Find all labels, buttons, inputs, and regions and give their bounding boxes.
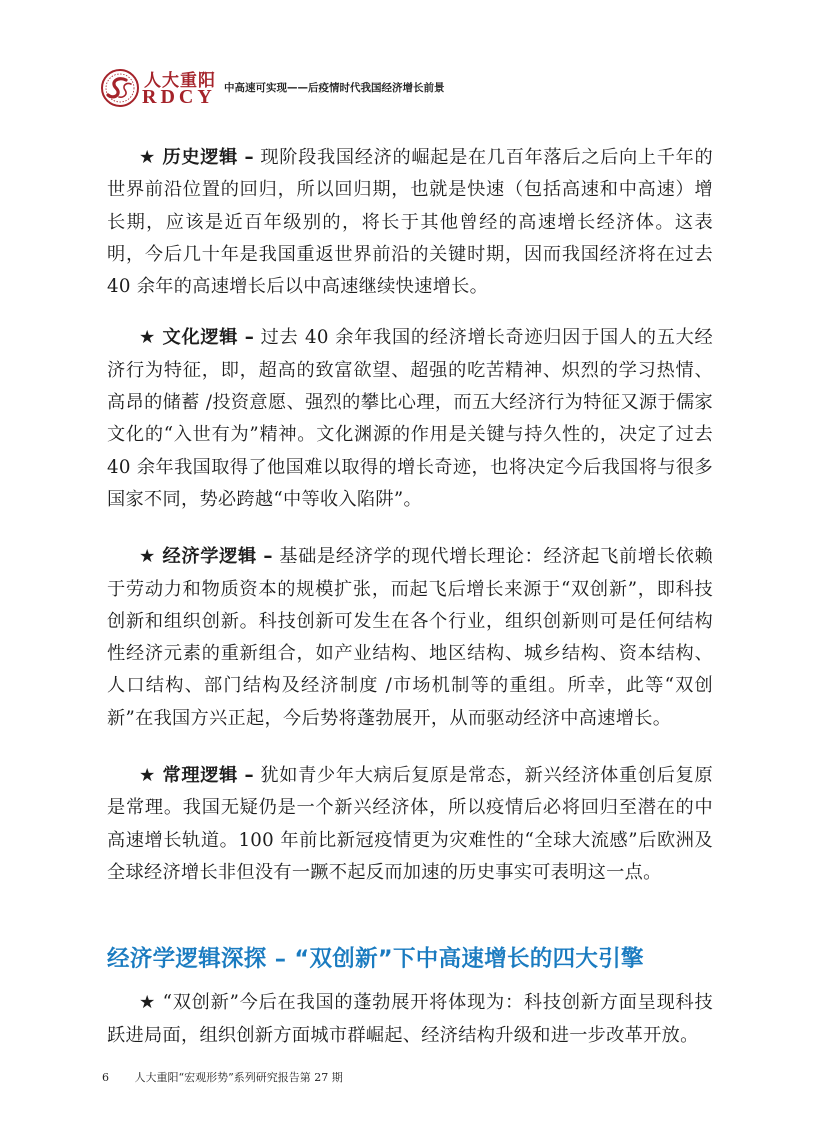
logo-chinese-name: 人大重阳 [144,71,216,91]
paragraph-common-sense-logic [107,760,713,889]
page-number: 6 [102,1071,109,1084]
paragraph-economics-logic [107,541,713,735]
star-bullet-icon: ★ [139,765,156,787]
rdcy-emblem-icon [100,68,140,108]
main-content [107,142,713,1077]
paragraph-text: 基础是经济学的现代增长理论：经济起飞前增长依赖于劳动力和物质资本的规模扩张，而起飞后增长来源于“双创新”，即科技创新和组织创新。科技创新可发生在各个行业，组织创新则可是任何结构性经济元素的重新组合，如产业结构、地区结构、城乡结构、资本结构、人口结构、部门结构及经济制度 /市场机制等的重组。所幸，此等“双创新”在我国方兴正起，今后势将蓬勃展开，从而驱动经济中高速增长。 [107,546,714,729]
paragraph-label: 经济学逻辑 [162,546,257,568]
paragraph-text: 犹如青少年大病后复原是常态，新兴经济体重创后复原是常理。我国无疑仍是一个新兴经济体，所以疫情后必将回归至潜在的中高速增长轨道。100 年前比新冠疫情更为灾难性的“全球大流感”后欧洲及全球经济增长非但没有一蹶不起反而加速的历史事实可表明这一点。 [107,765,714,883]
page-header [100,66,720,116]
label-dash: – [244,147,254,168]
paragraph-text: 过去 40 余年我国的经济增长奇迹归因于国人的五大经济行为特征，即，超高的致富欲望、超强的吃苦精神、炽烈的学习热情、高昂的储蓄 /投资意愿、强烈的攀比心理，而五大经济行为特征又源于儒家文化的“入世有为”精神。文化渊源的作用是关键与持久性的，决定了过去 40 余年我国取得了他国难以取得的增长奇迹，也将决定今后我国将与很多国家不同，势必跨越“中等收入陷阱”。 [107,327,713,510]
paragraph-text: “双创新”今后在我国的蓬勃展开将体现为：科技创新方面呈现科技跃进局面，组织创新方面城市群崛起、经济结构升级和进一步改革开放。 [107,992,713,1046]
footer-series-title: 人大重阳“宏观形势”系列研究报告第 27 期 [134,1071,343,1084]
paragraph-double-innovation [107,987,713,1052]
logo-english-name: RDCY [142,86,216,108]
star-bullet-icon: ★ [139,992,157,1014]
section-heading: 经济学逻辑深探 – “双创新”下中高速增长的四大引擎 [107,946,644,973]
label-dash: – [244,765,254,787]
star-bullet-icon: ★ [139,147,156,168]
paragraph-culture-logic [107,322,713,516]
star-bullet-icon: ★ [139,546,156,568]
report-running-title: 中高速可实现——后疫情时代我国经济增长前景 [224,82,445,94]
label-dash: – [244,327,255,349]
page-footer [102,1069,343,1085]
paragraph-text: 现阶段我国经济的崛起是在几百年落后之后向上千年的世界前沿位置的回归，所以回归期，也就是快速（包括高速和中高速）增长期，应该是近百年级别的，将长于其他曾经的高速增长经济体。这表明，今后几十年是我国重返世界前沿的关键时期，因而我国经济将在过去 40 余年的高速增长后以中高速继续快速增长。 [107,147,714,298]
star-bullet-icon: ★ [139,327,157,349]
paragraph-label: 历史逻辑 [162,147,238,168]
paragraph-label: 常理逻辑 [162,765,238,787]
label-dash: – [263,546,273,568]
paragraph-label: 文化逻辑 [162,327,239,349]
paragraph-history-logic [107,142,713,303]
